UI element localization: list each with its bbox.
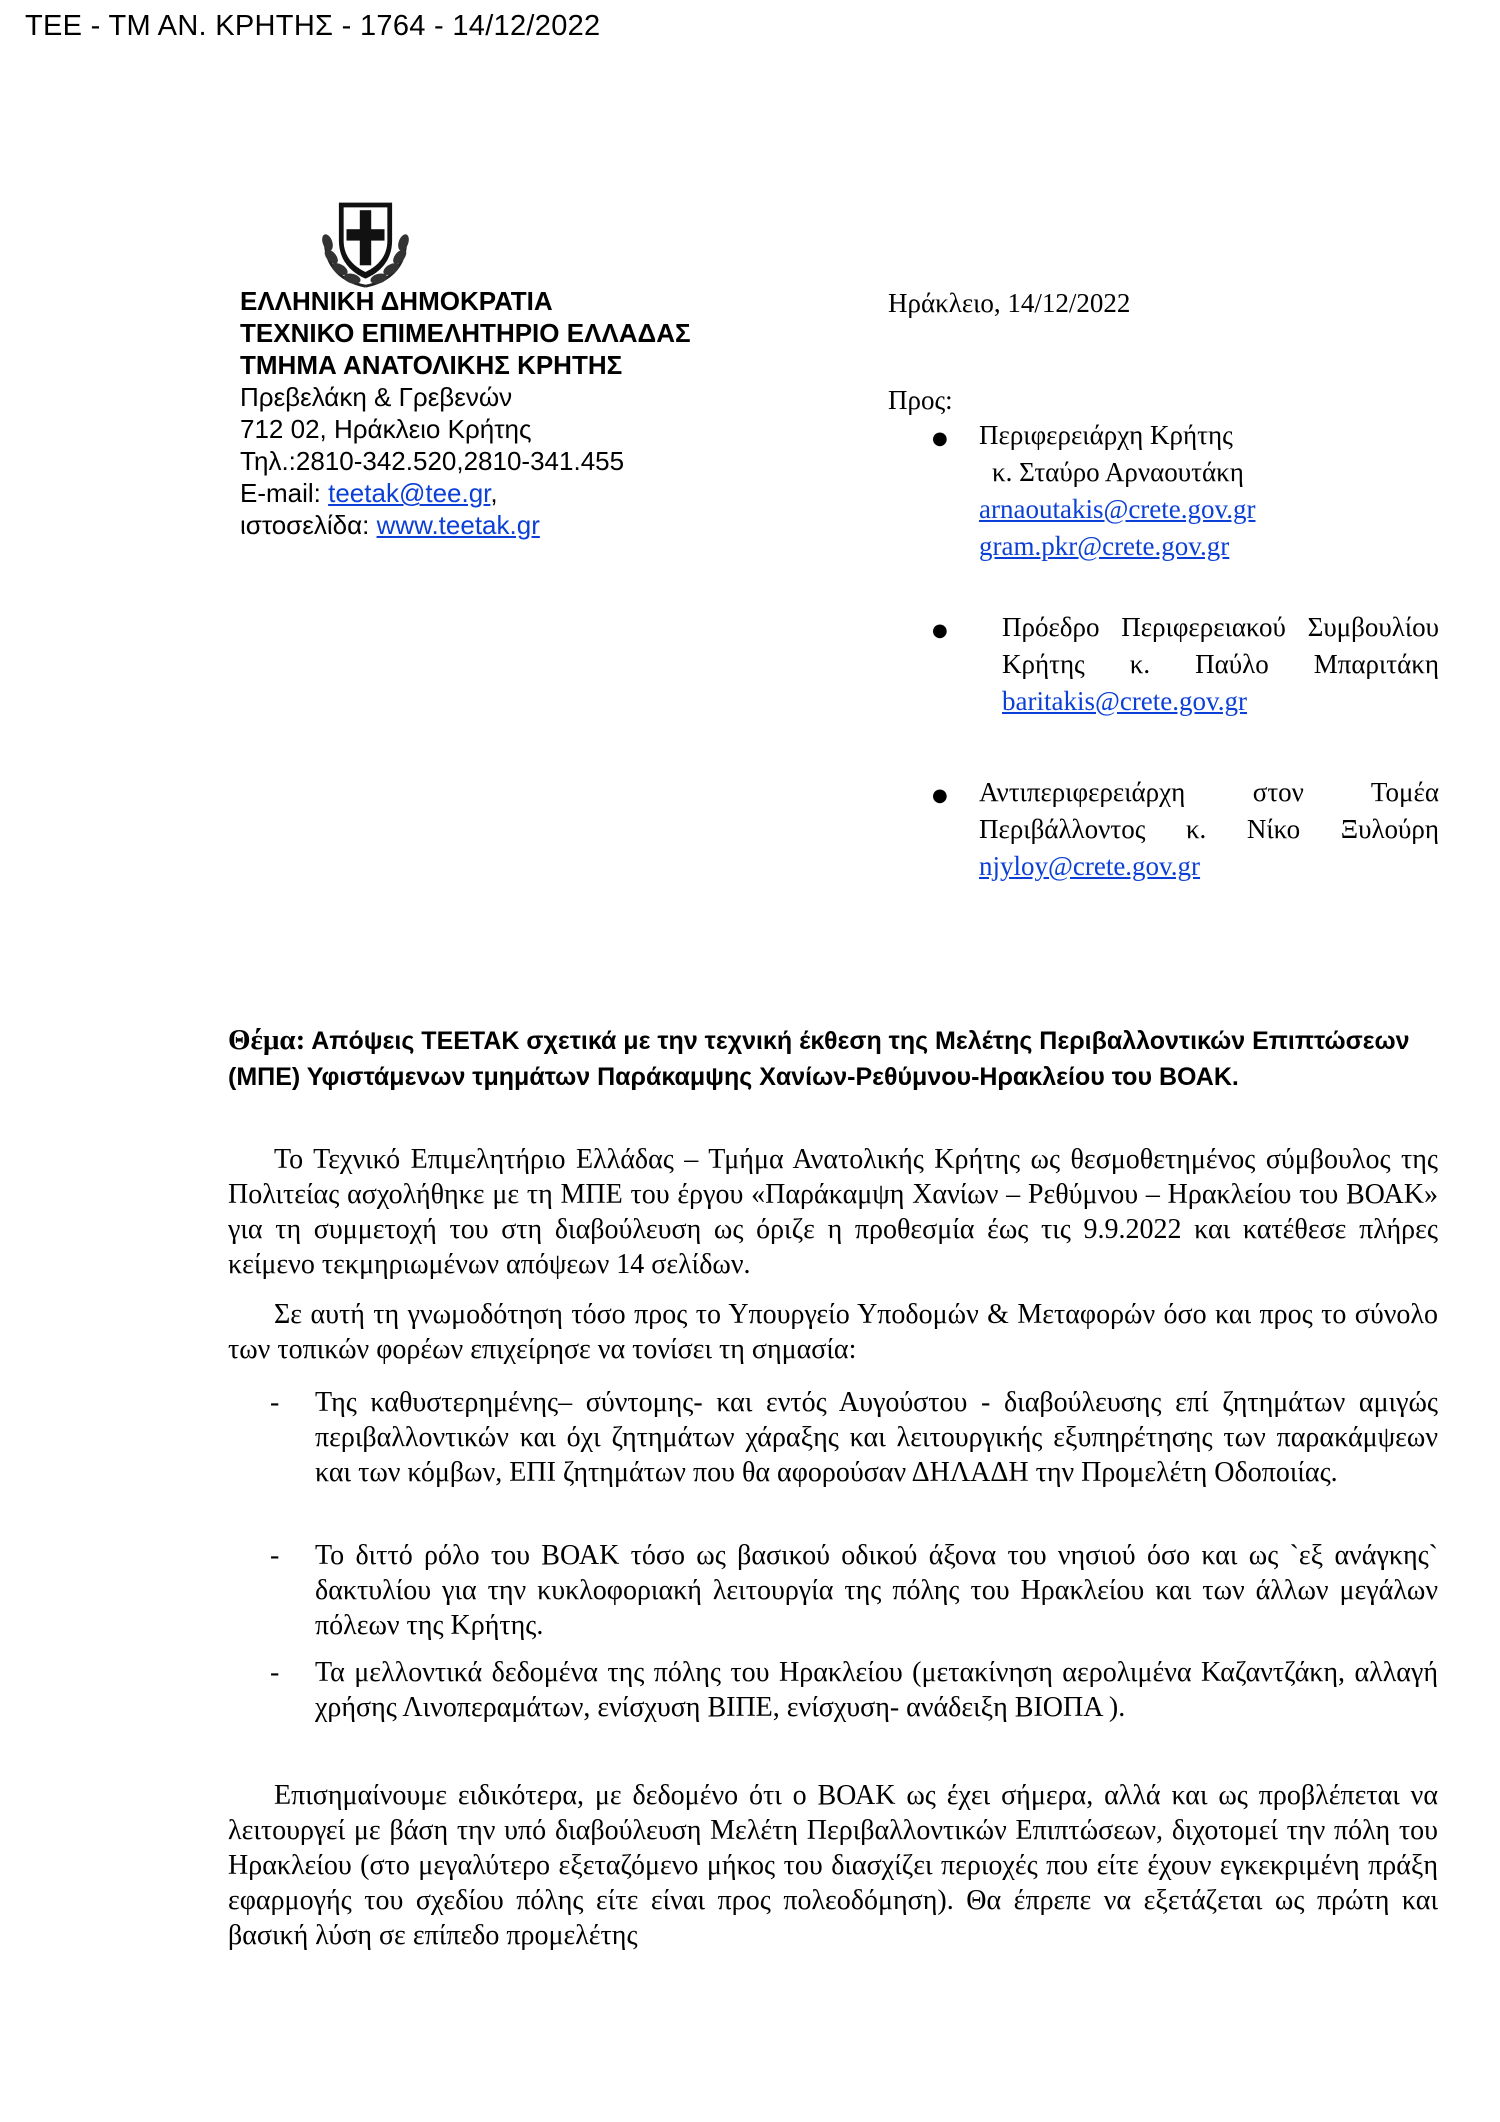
recipient-email-link[interactable]: njyloy@crete.gov.gr	[979, 851, 1201, 881]
bullet-icon: ●	[932, 785, 948, 806]
sender-organization: ΤΕΧΝΙΚΟ ΕΠΙΜΕΛΗΤΗΡΙΟ ΕΛΛΑΔΑΣ	[240, 318, 691, 348]
list-item-text: Της καθυστερημένης– σύντομης- και εντός Αυγούστου - διαβούλευσης επί ζητημάτων αμιγώς περιβαλλοντικών και όχι ζητημάτων χάραξης και λειτουργικής εξυπηρέτησης των παρακάμψεων και των κόμβων, ΕΠΙ ζητημάτων που θα αφορούσαν ΔΗΛΑΔΗ την Προμελέτη Οδοποιίας.	[315, 1387, 1438, 1488]
sender-web-line	[240, 509, 691, 541]
dash-marker: -	[270, 1540, 280, 1571]
list-item	[270, 1538, 1438, 1643]
recipient-name: Κρήτης κ. Παύλο Μπαριτάκη	[1002, 649, 1439, 679]
recipient-2	[1002, 609, 1439, 720]
email-suffix: ,	[490, 478, 498, 508]
sender-department: ΤΜΗΜΑ ΑΝΑΤΟΛΙΚΗΣ ΚΡΗΤΗΣ	[240, 350, 623, 380]
protocol-stamp: ΤΕΕ - ΤΜ ΑΝ. ΚΡΗΤΗΣ - 1764 - 14/12/2022	[25, 10, 601, 42]
recipient-title: Περιφερειάρχη Κρήτης	[979, 420, 1233, 450]
dash-marker: -	[270, 1387, 280, 1418]
list-item	[270, 1655, 1438, 1725]
recipient-email-link[interactable]: baritakis@crete.gov.gr	[1002, 686, 1248, 716]
recipient-name: Περιβάλλοντος κ. Νίκο Ξυλούρη	[979, 814, 1439, 844]
list-item-text: Τα μελλοντικά δεδομένα της πόλης του Ηρακλείου (μετακίνηση αερολιμένα Καζαντζάκη, αλλαγή χρήσης Λινοπεραμάτων, ενίσχυση ΒΙΠΕ, ενίσχυση- ανάδειξη ΒΙΟΠΑ ).	[315, 1657, 1438, 1723]
recipient-email-link[interactable]: arnaoutakis@crete.gov.gr	[979, 494, 1256, 524]
sender-country: ΕΛΛΗΝΙΚΗ ΔΗΜΟΚΡΑΤΙΑ	[240, 286, 553, 316]
bullet-icon: ●	[932, 620, 948, 641]
dash-marker: -	[270, 1657, 280, 1688]
sender-web-link[interactable]: www.teetak.gr	[376, 510, 540, 540]
letter-date: Ηράκλειο, 14/12/2022	[888, 288, 1131, 318]
list-item-text: Το διττό ρόλο του ΒΟΑΚ τόσο ως βασικού οδικού άξονα του νησιού όσο και ως `εξ ανάγκης` δακτυλίου για την κυκλοφοριακή λειτουργία της πόλης του Ηρακλείου και των άλλων μεγάλων πόλεων της Κρήτης.	[315, 1540, 1438, 1641]
paragraph-2: Σε αυτή τη γνωμοδότηση τόσο προς το Υπουργείο Υποδομών & Μεταφορών όσο και προς το σύνολο των τοπικών φορέων επιχείρησε να τονίσει τη σημασία:	[228, 1299, 1438, 1365]
sender-email-line	[240, 477, 691, 509]
sender-block	[240, 285, 691, 541]
recipient-name: κ. Σταύρο Αρναουτάκη	[992, 457, 1244, 487]
subject	[228, 1022, 1438, 1095]
sender-address: Πρεβελάκη & Γρεβενών	[240, 382, 513, 412]
web-label: ιστοσελίδα:	[240, 510, 377, 540]
recipient-title: Πρόεδρο Περιφερειακού Συμβουλίου	[1002, 612, 1439, 642]
bullet-icon: ●	[932, 428, 948, 449]
recipient-1	[979, 417, 1439, 565]
recipient-3	[979, 774, 1439, 885]
sender-phone: Τηλ.:2810-342.520,2810-341.455	[240, 446, 625, 476]
recipient-title: Αντιπεριφερειάρχη στον Τομέα	[979, 777, 1439, 807]
email-label: E-mail:	[240, 478, 329, 508]
list-item	[270, 1385, 1438, 1490]
subject-line-2: (ΜΠΕ) Υφιστάμενων τμημάτων Παράκαμψης Χανίων-Ρεθύμνου-Ηρακλείου του ΒΟΑΚ.	[228, 1063, 1239, 1091]
recipient-email-link[interactable]: gram.pkr@crete.gov.gr	[979, 531, 1230, 561]
coat-of-arms-icon	[318, 195, 413, 290]
paragraph-3: Επισημαίνουμε ειδικότερα, με δεδομένο ότι ο ΒΟΑΚ ως έχει σήμερα, αλλά και ως προβλέπεται να λειτουργεί με βάση την υπό διαβούλευση Μελέτη Περιβαλλοντικών Επιπτώσεων, διχοτομεί την πόλη του Ηρακλείου (στο μεγαλύτερο εξεταζόμενο μήκος του διασχίζει περιοχές που είτε έχουν εγκεκριμένη πράξη εφαρμογής του σχεδίου πόλης είτε είναι προς πολεοδόμηση). Θα έπρεπε να εξετάζεται ως πρώτη και βασική λύση σε επίπεδο προμελέτης	[228, 1780, 1438, 1951]
sender-city: 712 02, Ηράκλειο Κρήτης	[240, 414, 532, 444]
subject-lead: Θέμα:	[228, 1024, 306, 1056]
sender-email-link[interactable]: teetak@tee.gr	[328, 478, 491, 508]
subject-line-1: Απόψεις ΤΕΕΤΑΚ σχετικά με την τεχνική έκθεση της Μελέτης Περιβαλλοντικών Επιπτώσεων	[305, 1027, 1410, 1055]
paragraph-1: Το Τεχνικό Επιμελητήριο Ελλάδας – Τμήμα Ανατολικής Κρήτης ως θεσμοθετημένος σύμβουλος της Πολιτείας ασχολήθηκε με τη ΜΠΕ του έργου «Παράκαμψη Χανίων – Ρεθύμνου – Ηρακλείου του ΒΟΑΚ» για τη συμμετοχή του στη διαβούλευση ως όριζε η προθεσμία έως τις 9.9.2022 και κατέθεσε πλήρες κείμενο τεκμηριωμένων απόψεων 14 σελίδων.	[228, 1144, 1438, 1280]
to-label: Προς:	[888, 385, 953, 415]
